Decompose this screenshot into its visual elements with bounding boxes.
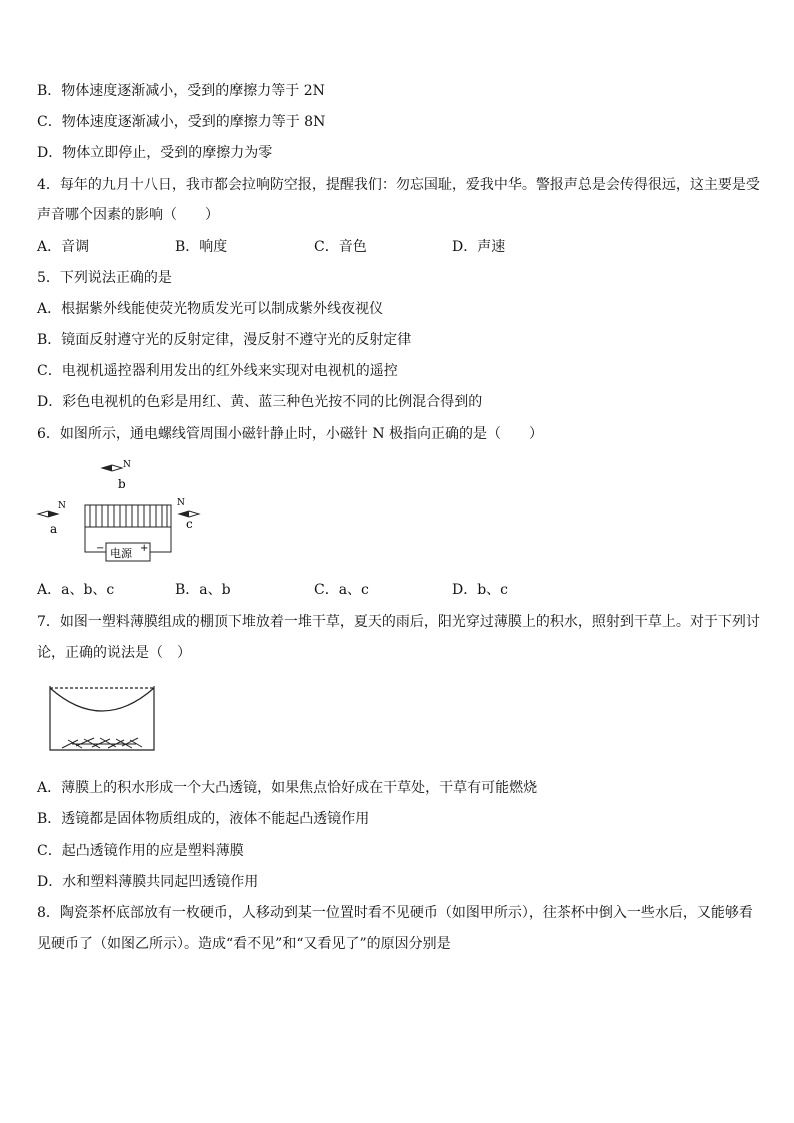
compass-b-north-label: N [123,460,131,470]
greenhouse-figure [48,684,158,754]
q4-option-a: A．音调 [37,239,90,255]
q5-option-c: C．电视机遥控器利用发出的红外线来实现对电视机的遥控 [37,363,398,379]
compass-c-north-label: N [177,498,185,508]
q7-option-a: A．薄膜上的积水形成一个大凸透镜，如果焦点恰好成在干草处，干草有可能燃烧 [37,780,538,796]
q6-option-b: B．a、b [175,582,231,598]
power-minus-sign: − [96,543,105,554]
q3-option-b: B．物体速度逐渐减小，受到的摩擦力等于 2N [37,83,325,99]
power-plus-sign: + [140,543,149,554]
q7-stem-line1: 7．如图一塑料薄膜组成的棚顶下堆放着一堆干草，夏天的雨后，阳光穿过薄膜上的积水，照射到干草上。对于下列讨 [37,614,760,630]
q8-stem-line2: 见硬币了（如图乙所示）。造成“看不见”和“又看见了”的原因分别是 [37,936,451,952]
compass-a-fill [48,511,58,517]
q6-option-c: C．a、c [314,582,369,598]
q6-options [37,580,757,600]
q6-stem: 6．如图所示，通电螺线管周围小磁针静止时，小磁针 N 极指向正确的是（ ） [37,426,544,442]
q7-option-b: B．透镜都是固体物质组成的，液体不能起凸透镜作用 [37,811,370,827]
greenhouse-frame [50,686,154,750]
q5-stem: 5．下列说法正确的是 [37,270,172,286]
q7-option-d: D．水和塑料薄膜共同起凹透镜作用 [37,874,259,890]
q7-stem-line2: 论，正确的说法是（ ） [37,645,191,661]
q4-option-d: D．声速 [452,239,506,255]
compass-a-north-label: N [58,501,66,511]
q6-option-a: A．a、b、c [37,582,115,598]
power-source-label: 电源 [110,547,132,560]
q4-stem-line1: 4．每年的九月十八日，我市都会拉响防空报，提醒我们：勿忘国耻，爱我中华。警报声总是会传得很远，这主要是受 [37,177,760,193]
compass-b-label: b [118,477,126,491]
solenoid-figure [36,455,206,573]
compass-b-fill [102,465,112,471]
q4-option-b: B．响度 [175,239,228,255]
q5-option-a: A．根据紫外线能使荧光物质发光可以制成紫外线夜视仪 [37,301,384,317]
q4-option-c: C．音色 [314,239,367,255]
q3-option-c: C．物体速度逐渐减小，受到的摩擦力等于 8N [37,114,326,130]
q3-option-d: D．物体立即停止，受到的摩擦力为零 [37,145,273,161]
q4-stem-line2: 声音哪个因素的影响（ ） [37,207,219,223]
q6-option-d: D．b、c [452,582,509,598]
q8-stem-line1: 8．陶瓷茶杯底部放有一枚硬币，人移动到某一位置时看不见硬币（如图甲所示），往茶杯中倒入一些水后，又能够看 [37,905,753,921]
q5-option-d: D．彩色电视机的色彩是用红、黄、蓝三种色光按不同的比例混合得到的 [37,394,483,410]
hay-pile [62,738,142,748]
q5-option-b: B．镜面反射遵守光的反射定律，漫反射不遵守光的反射定律 [37,332,412,348]
compass-a-label: a [50,522,58,536]
plastic-film [50,688,154,711]
q7-option-c: C．起凸透镜作用的应是塑料薄膜 [37,843,244,859]
compass-c-label: c [186,517,193,531]
q4-options [37,237,757,257]
